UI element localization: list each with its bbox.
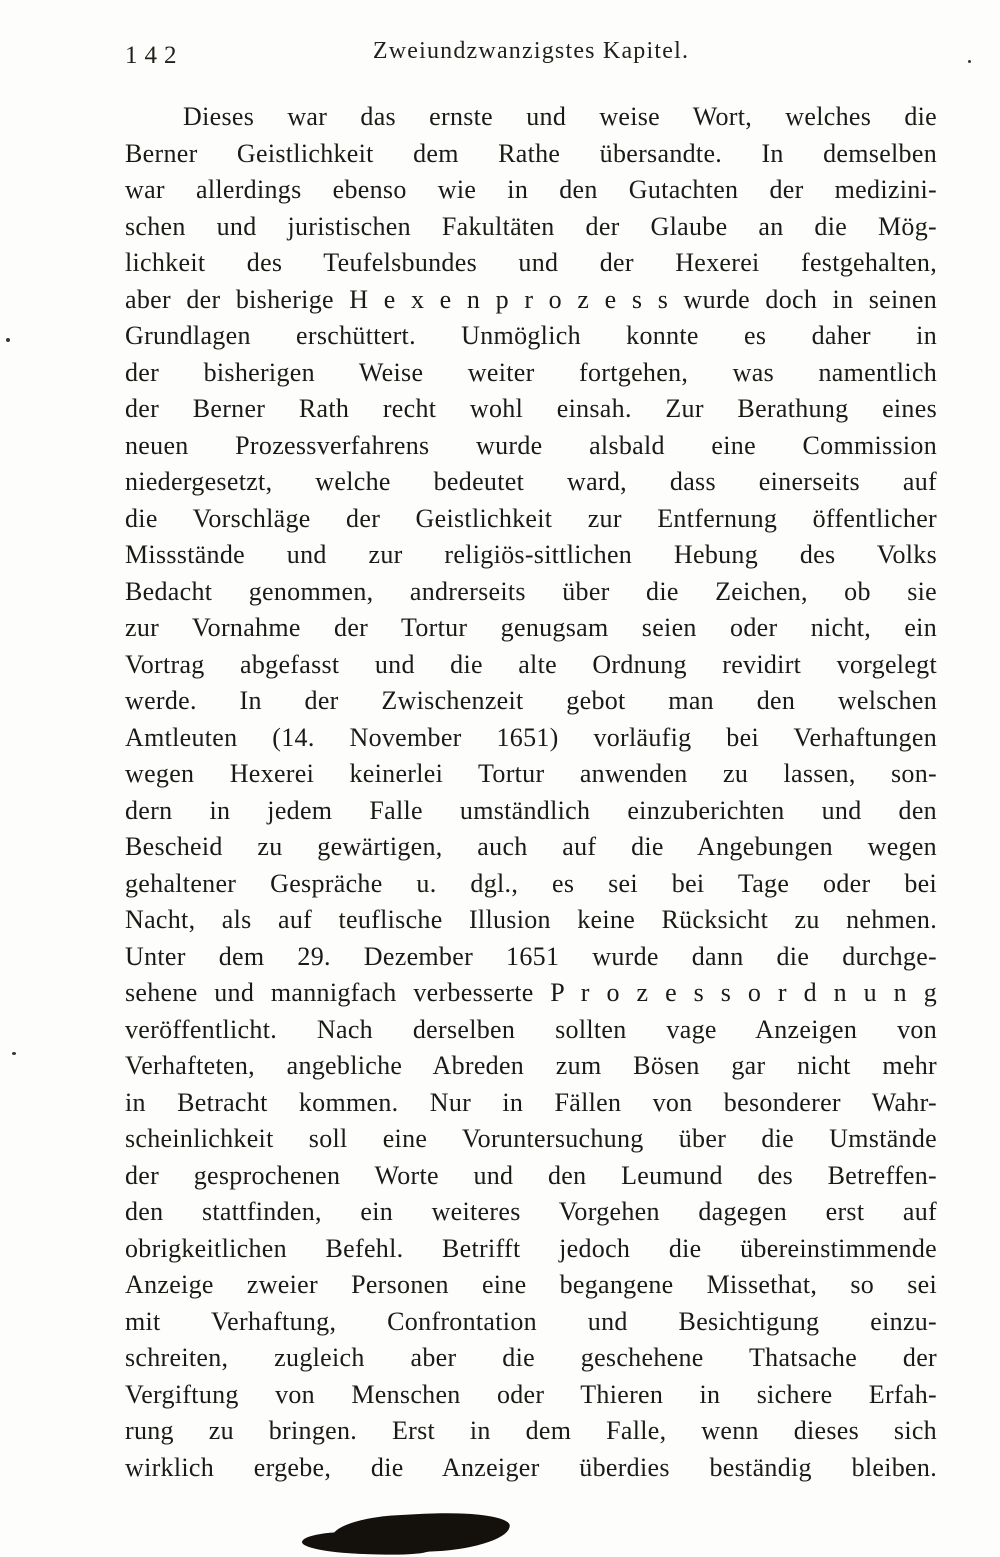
text-line: in Betracht kommen. Nur in Fällen von besonderer Wahr- [125,1087,937,1117]
text-line: neuen Prozessverfahrens wurde alsbald eine Commission [125,430,937,460]
text-line: lichkeit des Teufelsbundes und der Hexerei festgehalten, [125,248,937,277]
text-line: wirklich ergebe, die Anzeiger überdies beständig bleiben. [125,1452,937,1482]
text-line: war allerdings ebenso wie in den Gutachten der medizini- [125,175,937,204]
text-line: schreiten, zugleich aber die geschehene Thatsache der [125,1343,937,1372]
page-number: 142 [125,42,184,69]
text-line: Amtleuten (14. November 1651) vorläufig bei Verhaftungen [125,722,937,752]
text-line: schen und juristischen Fakultäten der Glaube an die Mög- [125,211,937,241]
text-line: dern in jedem Falle umständlich einzuberichten und den [125,795,937,825]
text-line: mit Verhaftung, Confrontation und Besichtigung einzu- [125,1306,937,1336]
text-line: scheinlichkeit soll eine Voruntersuchung über die Umstände [125,1124,937,1153]
text-line: Unter dem 29. Dezember 1651 wurde dann die durchge- [125,941,937,971]
text-line: Nacht, als auf teuflische Illusion keine Rücksicht zu nehmen. [125,905,937,934]
text-line: der bisherigen Weise weiter fortgehen, was namentlich [125,357,937,387]
text-line: Bedacht genommen, andrerseits über die Zeichen, ob sie [125,576,937,606]
text-line: zur Vornahme der Tortur genugsam seien oder nicht, ein [125,613,937,642]
text-line: Dieses war das ernste und weise Wort, welches die [183,102,937,131]
scan-speck [6,338,10,342]
text-line: Vortrag abgefasst und die alte Ordnung revidirt vorgelegt [125,649,937,679]
text-line: den stattfinden, ein weiteres Vorgehen dagegen erst auf [125,1197,937,1226]
text-line: veröffentlicht. Nach derselben sollten vage Anzeigen von [125,1014,937,1044]
text-line: rung zu bringen. Erst in dem Falle, wenn dieses sich [125,1416,937,1445]
text-line: Grundlagen erschüttert. Unmöglich konnte es daher in [125,321,937,350]
text-line: die Vorschläge der Geistlichkeit zur Entfernung öffentlicher [125,503,937,533]
text-line: gehaltener Gespräche u. dgl., es sei bei Tage oder bei [125,868,937,898]
scan-speck [12,1052,16,1055]
running-header [125,38,937,72]
text-line: obrigkeitlichen Befehl. Betrifft jedoch die übereinstimmende [125,1233,937,1263]
text-line: Verhafteten, angebliche Abreden zum Bösen gar nicht mehr [125,1051,937,1080]
text-line: Missstände und zur religiös-sittlichen Hebung des Volks [125,540,937,569]
body-text [125,99,937,1486]
text-line: Bescheid zu gewärtigen, auch auf die Angebungen wegen [125,832,937,861]
text-line: niedergesetzt, welche bedeutet ward, dass einerseits auf [125,467,937,496]
text-line: der gesprochenen Worte und den Leumund des Betreffen- [125,1160,937,1190]
text-line: Berner Geistlichkeit dem Rathe übersandte. In demselben [125,138,937,168]
scan-speck [968,60,971,63]
text-line: Anzeige zweier Personen eine begangene Missethat, so sei [125,1270,937,1299]
chapter-title: Zweiundzwanzigstes Kapitel. [372,38,690,64]
text-line: Vergiftung von Menschen oder Thieren in sichere Erfah- [125,1379,937,1409]
text-line: werde. In der Zwischenzeit gebot man den welschen [125,686,937,715]
text-line: der Berner Rath recht wohl einsah. Zur Berathung eines [125,394,937,423]
text-line: aber der bisherige H e x e n p r o z e s s wurde doch in seinen [125,284,937,314]
text-line: sehene und mannigfach verbesserte P r o z e s s o r d n u n g [125,978,937,1007]
text-line: wegen Hexerei keinerlei Tortur anwenden zu lassen, son- [125,759,937,788]
